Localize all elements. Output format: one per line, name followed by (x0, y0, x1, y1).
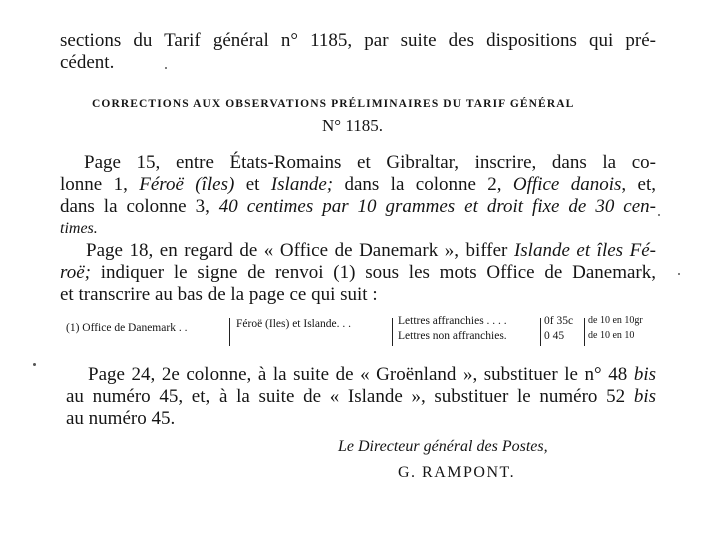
table-cell-letters-unpaid: Lettres non affranchies. (398, 330, 507, 342)
section-heading: CORRECTIONS AUX OBSERVATIONS PRÉLIMINAIRES DU TARIF GÉNÉRAL (92, 98, 575, 110)
paragraph-3-line-2: au numéro 45, et, à la suite de « Islande », substituer le numéro 52 bis (66, 386, 656, 407)
paragraph-1-line-4: times. (60, 220, 98, 237)
paragraph-2-line-2: roë; indiquer le signe de renvoi (1) sous les mots Office de Danemark, (60, 262, 656, 283)
table-divider (392, 318, 393, 346)
table-divider (584, 318, 585, 346)
table-cell-rate-paid: 0f 35c (544, 315, 574, 327)
table-cell-letters-paid: Lettres affranchies . . . . (398, 315, 507, 327)
paragraph-1-line-2: lonne 1, Féroë (îles) et Islande; dans la colonne 2, Office danois, et, (60, 174, 656, 195)
text-line-2: cédent. (60, 52, 115, 73)
table-cell-office: (1) Office de Danemark . . (66, 322, 188, 334)
scan-speck (658, 214, 660, 216)
paragraph-2-line-1: Page 18, en regard de « Office de Danemark », biffer Islande et îles Fé- (86, 240, 656, 261)
scan-speck (678, 273, 680, 275)
paragraph-1-line-1: Page 15, entre États-Romains et Gibraltar, inscrire, dans la co- (84, 152, 656, 173)
paragraph-1-line-3: dans la colonne 3, 40 centimes par 10 grammes et droit fixe de 30 cen- (60, 196, 656, 217)
table-cell-rate-unpaid: 0 45 (544, 330, 565, 342)
paragraph-2-line-3: et transcrire au bas de la page ce qui suit : (60, 284, 378, 305)
scan-speck (165, 67, 167, 69)
signature-name: G. RAMPONT. (398, 464, 516, 481)
table-cell-weight-unpaid: de 10 en 10 (588, 330, 635, 341)
paragraph-3-line-3: au numéro 45. (66, 408, 176, 429)
section-heading-number: N° 1185. (322, 116, 383, 135)
table-divider (229, 318, 230, 346)
scan-speck (33, 363, 36, 366)
table-cell-destination: Féroë (Iles) et Islande. . . (236, 318, 351, 330)
paragraph-3-line-1: Page 24, 2e colonne, à la suite de « Groënland », substituer le n° 48 bis (88, 364, 656, 385)
table-cell-weight-paid: de 10 en 10gr (588, 315, 643, 326)
signature-title: Le Directeur général des Postes, (338, 438, 548, 455)
text-line-1: sections du Tarif général n° 1185, par suite des dispositions qui pré- (60, 30, 656, 51)
table-divider (540, 318, 541, 346)
